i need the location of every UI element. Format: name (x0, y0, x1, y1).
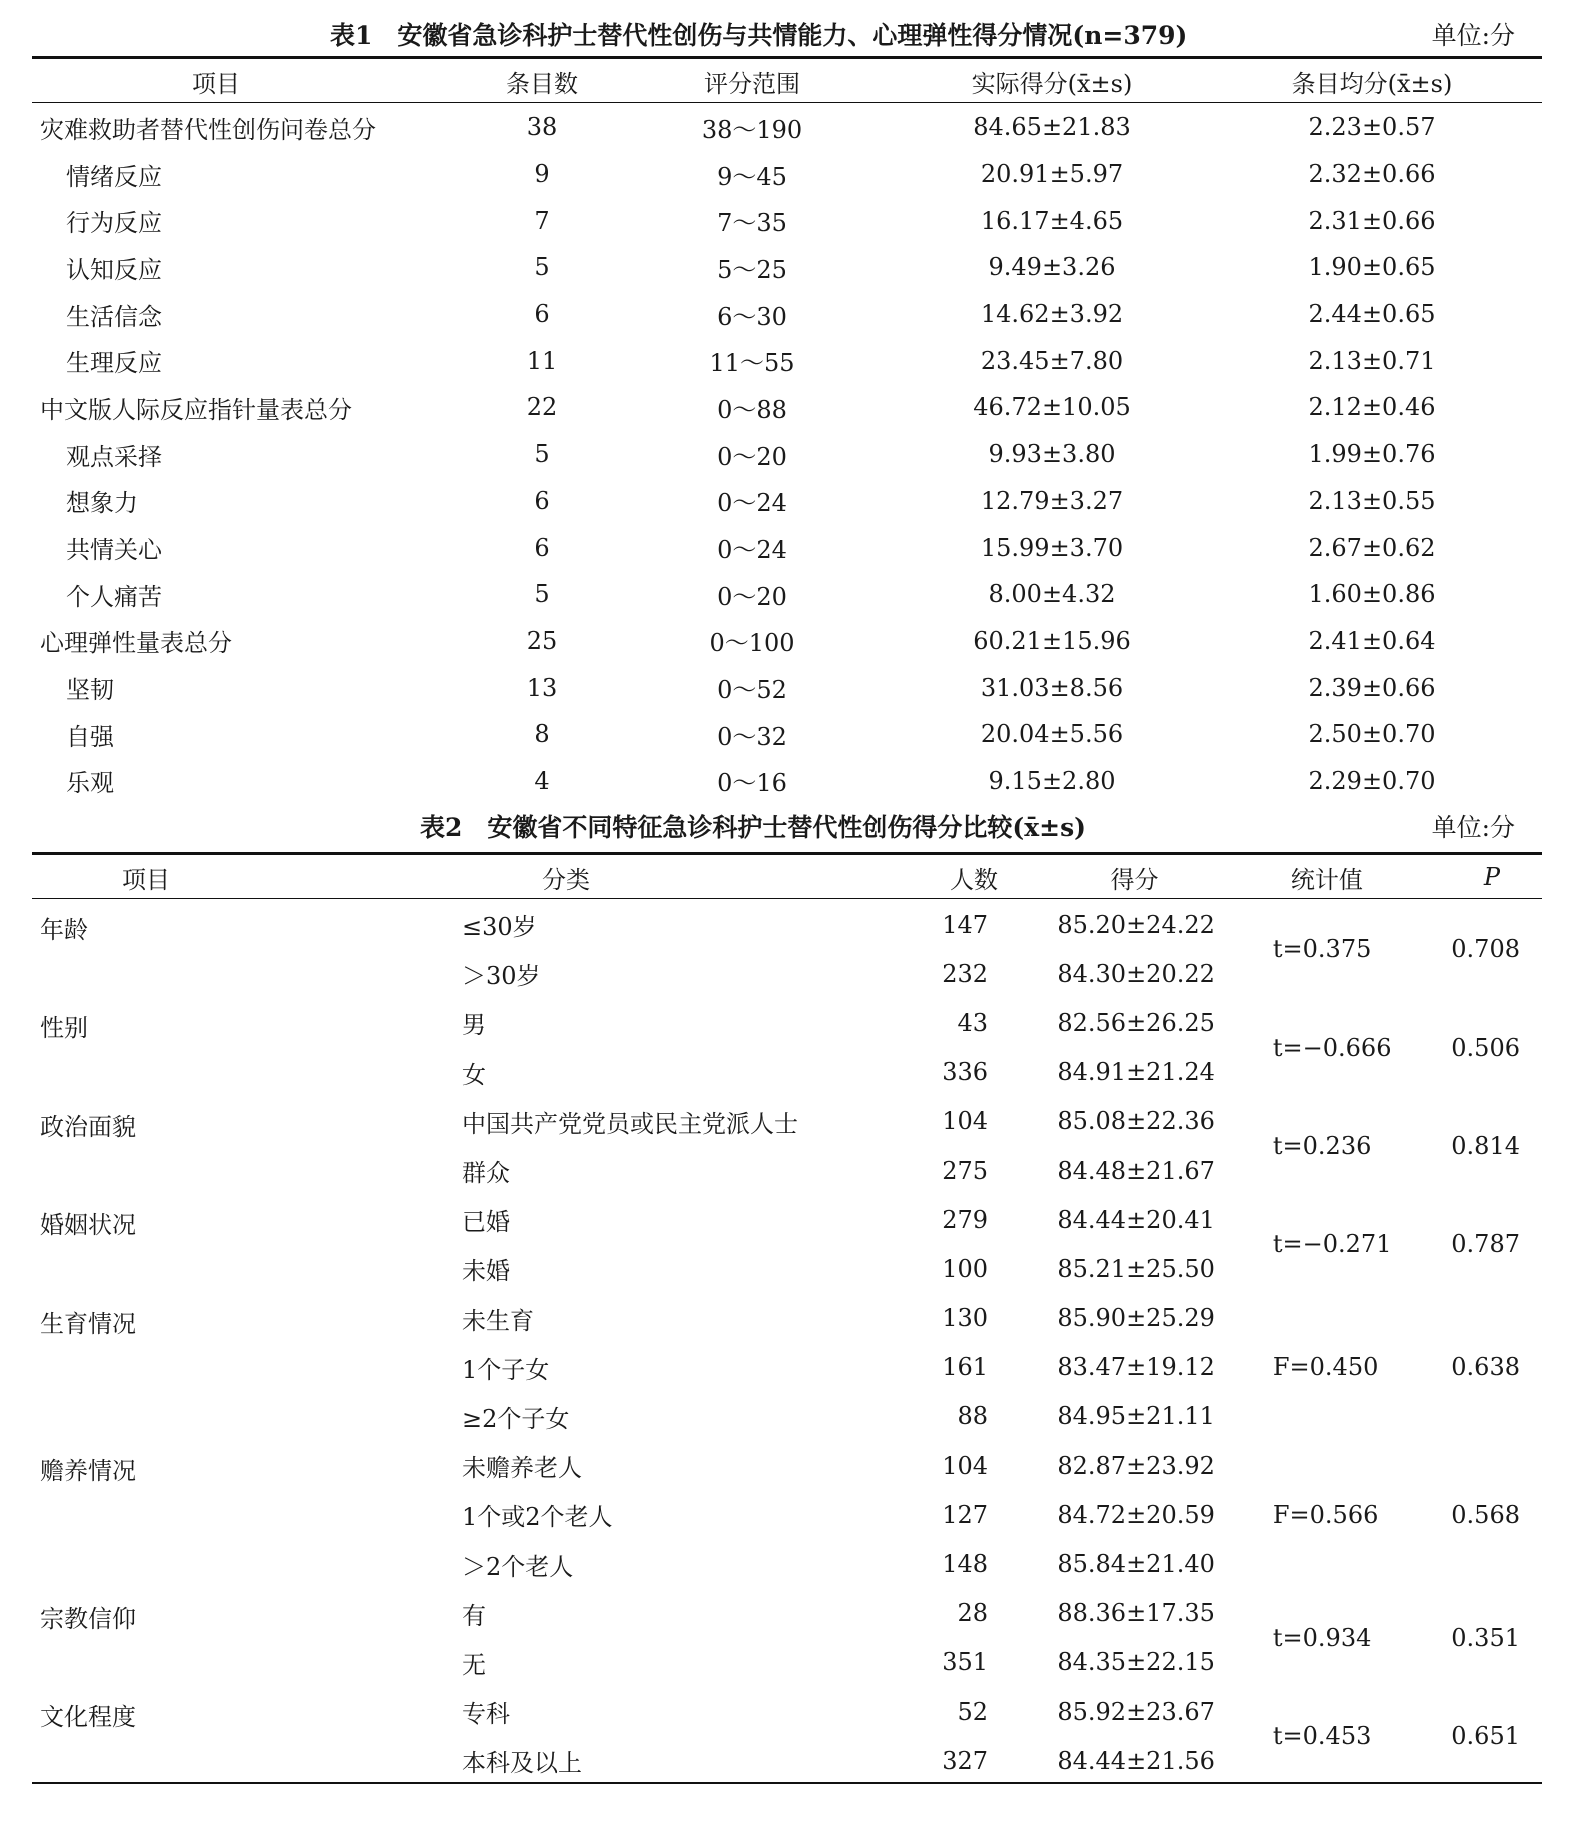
table1-header-row (32, 58, 1542, 104)
count-cell: 130 (942, 1304, 989, 1333)
table-row (32, 998, 1542, 1047)
score-cell: 84.35±22.15 (1057, 1648, 1215, 1677)
count-cell: 52 (957, 1697, 989, 1726)
table-row (32, 1097, 1542, 1146)
count-cell: 104 (942, 1451, 989, 1480)
count-cell: 6 (534, 300, 550, 329)
mean-cell: 2.13±0.55 (1308, 486, 1436, 515)
score-cell: 12.79±3.27 (980, 486, 1124, 515)
table-row (32, 1195, 1542, 1244)
category-cell: 本科及以上 (462, 1749, 582, 1778)
table-row (32, 900, 1542, 949)
count-cell: 275 (942, 1156, 989, 1185)
table2-bottom-rule (32, 1782, 1542, 1784)
stat-cell: t=0.934 (1272, 1623, 1372, 1652)
table-row (32, 524, 1542, 571)
table-row (32, 384, 1542, 431)
count-cell: 148 (942, 1550, 989, 1579)
category-cell: 中国共产党党员或民主党派人士 (462, 1109, 798, 1138)
range-cell: 0～20 (717, 582, 787, 611)
item-cell: 灾难救助者替代性创伤问卷总分 (40, 115, 376, 144)
table2-caption-bar (0, 808, 1569, 850)
table-row (32, 337, 1542, 384)
count-cell: 7 (534, 206, 550, 235)
group-item-cell: 性别 (40, 1014, 88, 1043)
item-cell: 生活信念 (66, 302, 162, 331)
category-cell: 1个或2个老人 (462, 1503, 613, 1532)
item-cell: 共情关心 (66, 536, 162, 565)
category-cell: 男 (462, 1011, 486, 1040)
p-value-cell: 0.651 (1451, 1722, 1520, 1751)
table2-header-score: 得分 (1110, 865, 1159, 894)
category-cell: 未生育 (462, 1306, 534, 1335)
score-cell: 16.17±4.65 (980, 206, 1124, 235)
table-row (32, 197, 1542, 244)
range-cell: 7～35 (717, 209, 787, 238)
score-cell: 84.65±21.83 (973, 113, 1131, 142)
p-value-cell: 0.568 (1451, 1500, 1520, 1529)
count-cell: 100 (942, 1254, 989, 1283)
item-cell: 行为反应 (66, 209, 162, 238)
range-cell: 0～32 (717, 722, 787, 751)
range-cell: 0～24 (717, 489, 787, 518)
category-cell: ＞2个老人 (462, 1552, 574, 1581)
table1-header-mean: 条目均分(x̄±s) (1291, 69, 1453, 98)
item-cell: 坚韧 (66, 676, 114, 705)
p-value-cell: 0.638 (1451, 1353, 1520, 1382)
category-cell: 已婚 (462, 1208, 510, 1237)
count-cell: 5 (534, 580, 550, 609)
count-cell: 6 (534, 486, 550, 515)
category-cell: 女 (462, 1060, 486, 1089)
table-row (32, 664, 1542, 711)
score-cell: 85.90±25.29 (1057, 1304, 1215, 1333)
mean-cell: 1.60±0.86 (1308, 580, 1436, 609)
score-cell: 84.72±20.59 (1057, 1500, 1215, 1529)
p-value-cell: 0.506 (1451, 1033, 1520, 1062)
group-item-cell: 宗教信仰 (40, 1604, 136, 1633)
p-value-cell: 0.787 (1451, 1230, 1520, 1259)
range-cell: 0～20 (717, 442, 787, 471)
score-cell: 84.91±21.24 (1057, 1058, 1215, 1087)
stat-cell: t=−0.666 (1272, 1033, 1392, 1062)
count-cell: 161 (942, 1353, 989, 1382)
score-cell: 85.92±23.67 (1057, 1697, 1215, 1726)
table-row (32, 1687, 1542, 1736)
stat-cell: t=0.236 (1272, 1131, 1372, 1160)
group-item-cell: 赡养情况 (40, 1457, 136, 1486)
score-cell: 82.56±26.25 (1057, 1008, 1215, 1037)
table-row (32, 431, 1542, 478)
group-item-cell: 婚姻状况 (40, 1211, 136, 1240)
count-cell: 232 (942, 959, 989, 988)
p-value-cell: 0.814 (1451, 1131, 1520, 1160)
table2-header-stat: 统计值 (1290, 865, 1363, 894)
score-cell: 20.91±5.97 (980, 160, 1124, 189)
range-cell: 6～30 (717, 302, 787, 331)
mean-cell: 2.31±0.66 (1308, 206, 1436, 235)
item-cell: 生理反应 (66, 349, 162, 378)
score-cell: 14.62±3.92 (980, 300, 1124, 329)
p-value-cell: 0.351 (1451, 1623, 1520, 1652)
score-cell: 84.95±21.11 (1057, 1402, 1215, 1431)
score-cell: 85.08±22.36 (1057, 1107, 1215, 1136)
count-cell: 25 (526, 626, 558, 655)
table-row (32, 1589, 1542, 1638)
mean-cell: 2.67±0.62 (1308, 533, 1436, 562)
mean-cell: 2.39±0.66 (1308, 673, 1436, 702)
mean-cell: 2.41±0.64 (1308, 626, 1436, 655)
score-cell: 85.20±24.22 (1057, 910, 1215, 939)
score-cell: 8.00±4.32 (988, 580, 1116, 609)
category-cell: 1个子女 (462, 1355, 550, 1384)
score-cell: 88.36±17.35 (1057, 1599, 1215, 1628)
score-cell: 23.45±7.80 (980, 346, 1124, 375)
mean-cell: 2.12±0.46 (1308, 393, 1436, 422)
table2 (32, 854, 1542, 1785)
group-item-cell: 年龄 (40, 916, 88, 944)
count-cell: 104 (942, 1107, 989, 1136)
range-cell: 0～16 (717, 769, 787, 798)
range-cell: 38～190 (701, 115, 803, 144)
table2-header-category: 分类 (542, 865, 590, 894)
item-cell: 认知反应 (66, 255, 162, 284)
table2-header-p: P (1483, 863, 1500, 891)
score-cell: 85.84±21.40 (1057, 1550, 1215, 1579)
mean-cell: 2.13±0.71 (1308, 346, 1436, 375)
category-cell: 有 (462, 1601, 486, 1630)
count-cell: 127 (942, 1500, 989, 1529)
count-cell: 13 (526, 673, 558, 702)
table-row (32, 1441, 1542, 1490)
count-cell: 11 (526, 346, 558, 375)
mean-cell: 2.23±0.57 (1308, 113, 1436, 142)
score-cell: 9.93±3.80 (988, 440, 1116, 469)
table2-unit: 单位:分 (1431, 813, 1515, 842)
score-cell: 9.49±3.26 (988, 253, 1116, 282)
score-cell: 84.30±20.22 (1057, 959, 1215, 988)
table2-header-item: 项目 (122, 865, 170, 894)
score-cell: 60.21±15.96 (973, 626, 1131, 655)
item-cell: 个人痛苦 (66, 582, 162, 611)
mean-cell: 1.99±0.76 (1308, 440, 1436, 469)
item-cell: 心理弹性量表总分 (40, 629, 232, 658)
range-cell: 5～25 (717, 255, 787, 284)
count-cell: 88 (957, 1402, 989, 1431)
table1-header-item: 项目 (192, 69, 240, 98)
range-cell: 0～52 (717, 676, 787, 705)
count-cell: 279 (942, 1205, 989, 1234)
count-cell: 327 (942, 1746, 989, 1775)
stat-cell: t=0.453 (1272, 1722, 1372, 1751)
table-row (32, 244, 1542, 291)
table2-header-rule (32, 898, 1542, 899)
category-cell: 无 (462, 1650, 486, 1679)
category-cell: 未赡养老人 (462, 1454, 582, 1483)
table-row (32, 571, 1542, 618)
score-cell: 85.21±25.50 (1057, 1254, 1215, 1283)
table-row (32, 104, 1542, 151)
table-row (32, 618, 1542, 665)
mean-cell: 2.32±0.66 (1308, 160, 1436, 189)
table1 (32, 58, 1542, 804)
range-cell: 0～100 (709, 629, 795, 658)
score-cell: 82.87±23.92 (1057, 1451, 1215, 1480)
item-cell: 观点采择 (66, 442, 162, 471)
range-cell: 0～24 (717, 536, 787, 565)
table2-title: 表2 安徽省不同特征急诊科护士替代性创伤得分比较(x̄±s) (420, 813, 1086, 842)
table-row (32, 1294, 1542, 1343)
category-cell: 群众 (462, 1159, 510, 1188)
stat-cell: t=−0.271 (1272, 1230, 1392, 1259)
table1-unit: 单位:分 (1431, 21, 1515, 50)
table2-body (32, 900, 1542, 1785)
table1-header-range: 评分范围 (704, 69, 800, 98)
score-cell: 84.44±20.41 (1057, 1205, 1215, 1234)
score-cell: 15.99±3.70 (980, 533, 1124, 562)
count-cell: 5 (534, 440, 550, 469)
range-cell: 9～45 (717, 162, 787, 191)
mean-cell: 1.90±0.65 (1308, 253, 1436, 282)
item-cell: 想象力 (66, 489, 138, 518)
p-value-cell: 0.708 (1451, 935, 1520, 964)
table2-header-row (32, 854, 1542, 900)
count-cell: 147 (942, 910, 989, 939)
count-cell: 5 (534, 253, 550, 282)
score-cell: 31.03±8.56 (980, 673, 1124, 702)
table-row (32, 478, 1542, 525)
count-cell: 351 (942, 1648, 989, 1677)
table2-header-count: 人数 (950, 865, 999, 894)
category-cell: 专科 (462, 1700, 510, 1729)
table1-body (32, 104, 1542, 804)
mean-cell: 2.44±0.65 (1308, 300, 1436, 329)
score-cell: 84.44±21.56 (1057, 1746, 1215, 1775)
count-cell: 43 (957, 1008, 989, 1037)
range-cell: 11～55 (709, 349, 795, 378)
item-cell: 中文版人际反应指针量表总分 (40, 395, 352, 424)
category-cell: 未婚 (462, 1257, 510, 1286)
score-cell: 83.47±19.12 (1057, 1353, 1215, 1382)
table1-title: 表1 安徽省急诊科护士替代性创伤与共情能力、心理弹性得分情况(n=379) (330, 21, 1188, 50)
score-cell: 84.48±21.67 (1057, 1156, 1215, 1185)
count-cell: 6 (534, 533, 550, 562)
category-cell: ≤30岁 (462, 913, 537, 942)
mean-cell: 2.29±0.70 (1308, 766, 1436, 795)
table-row (32, 291, 1542, 338)
table1-header-count: 条目数 (506, 69, 578, 98)
stat-cell: F=0.566 (1272, 1500, 1379, 1529)
table1-header-score: 实际得分(x̄±s) (971, 69, 1133, 98)
stat-cell: F=0.450 (1272, 1353, 1379, 1382)
group-item-cell: 政治面貌 (40, 1112, 136, 1141)
category-cell: ＞30岁 (462, 962, 541, 991)
score-cell: 9.15±2.80 (988, 766, 1116, 795)
category-cell: ≥2个子女 (462, 1404, 570, 1433)
count-cell: 8 (534, 720, 550, 749)
group-item-cell: 生育情况 (40, 1309, 136, 1338)
item-cell: 情绪反应 (66, 162, 162, 191)
table-row (32, 758, 1542, 805)
count-cell: 38 (526, 113, 558, 142)
table1-header-rule (32, 102, 1542, 103)
count-cell: 22 (526, 393, 558, 422)
range-cell: 0～88 (717, 395, 787, 424)
table1-caption-bar (0, 8, 1569, 50)
table-row (32, 151, 1542, 198)
count-cell: 9 (534, 160, 550, 189)
table-row (32, 711, 1542, 758)
stat-cell: t=0.375 (1272, 935, 1372, 964)
score-cell: 46.72±10.05 (973, 393, 1131, 422)
item-cell: 自强 (66, 722, 114, 751)
score-cell: 20.04±5.56 (980, 720, 1124, 749)
group-item-cell: 文化程度 (40, 1703, 136, 1731)
count-cell: 28 (957, 1599, 989, 1628)
count-cell: 4 (534, 766, 550, 795)
mean-cell: 2.50±0.70 (1308, 720, 1436, 749)
count-cell: 336 (942, 1058, 989, 1087)
item-cell: 乐观 (66, 769, 114, 798)
